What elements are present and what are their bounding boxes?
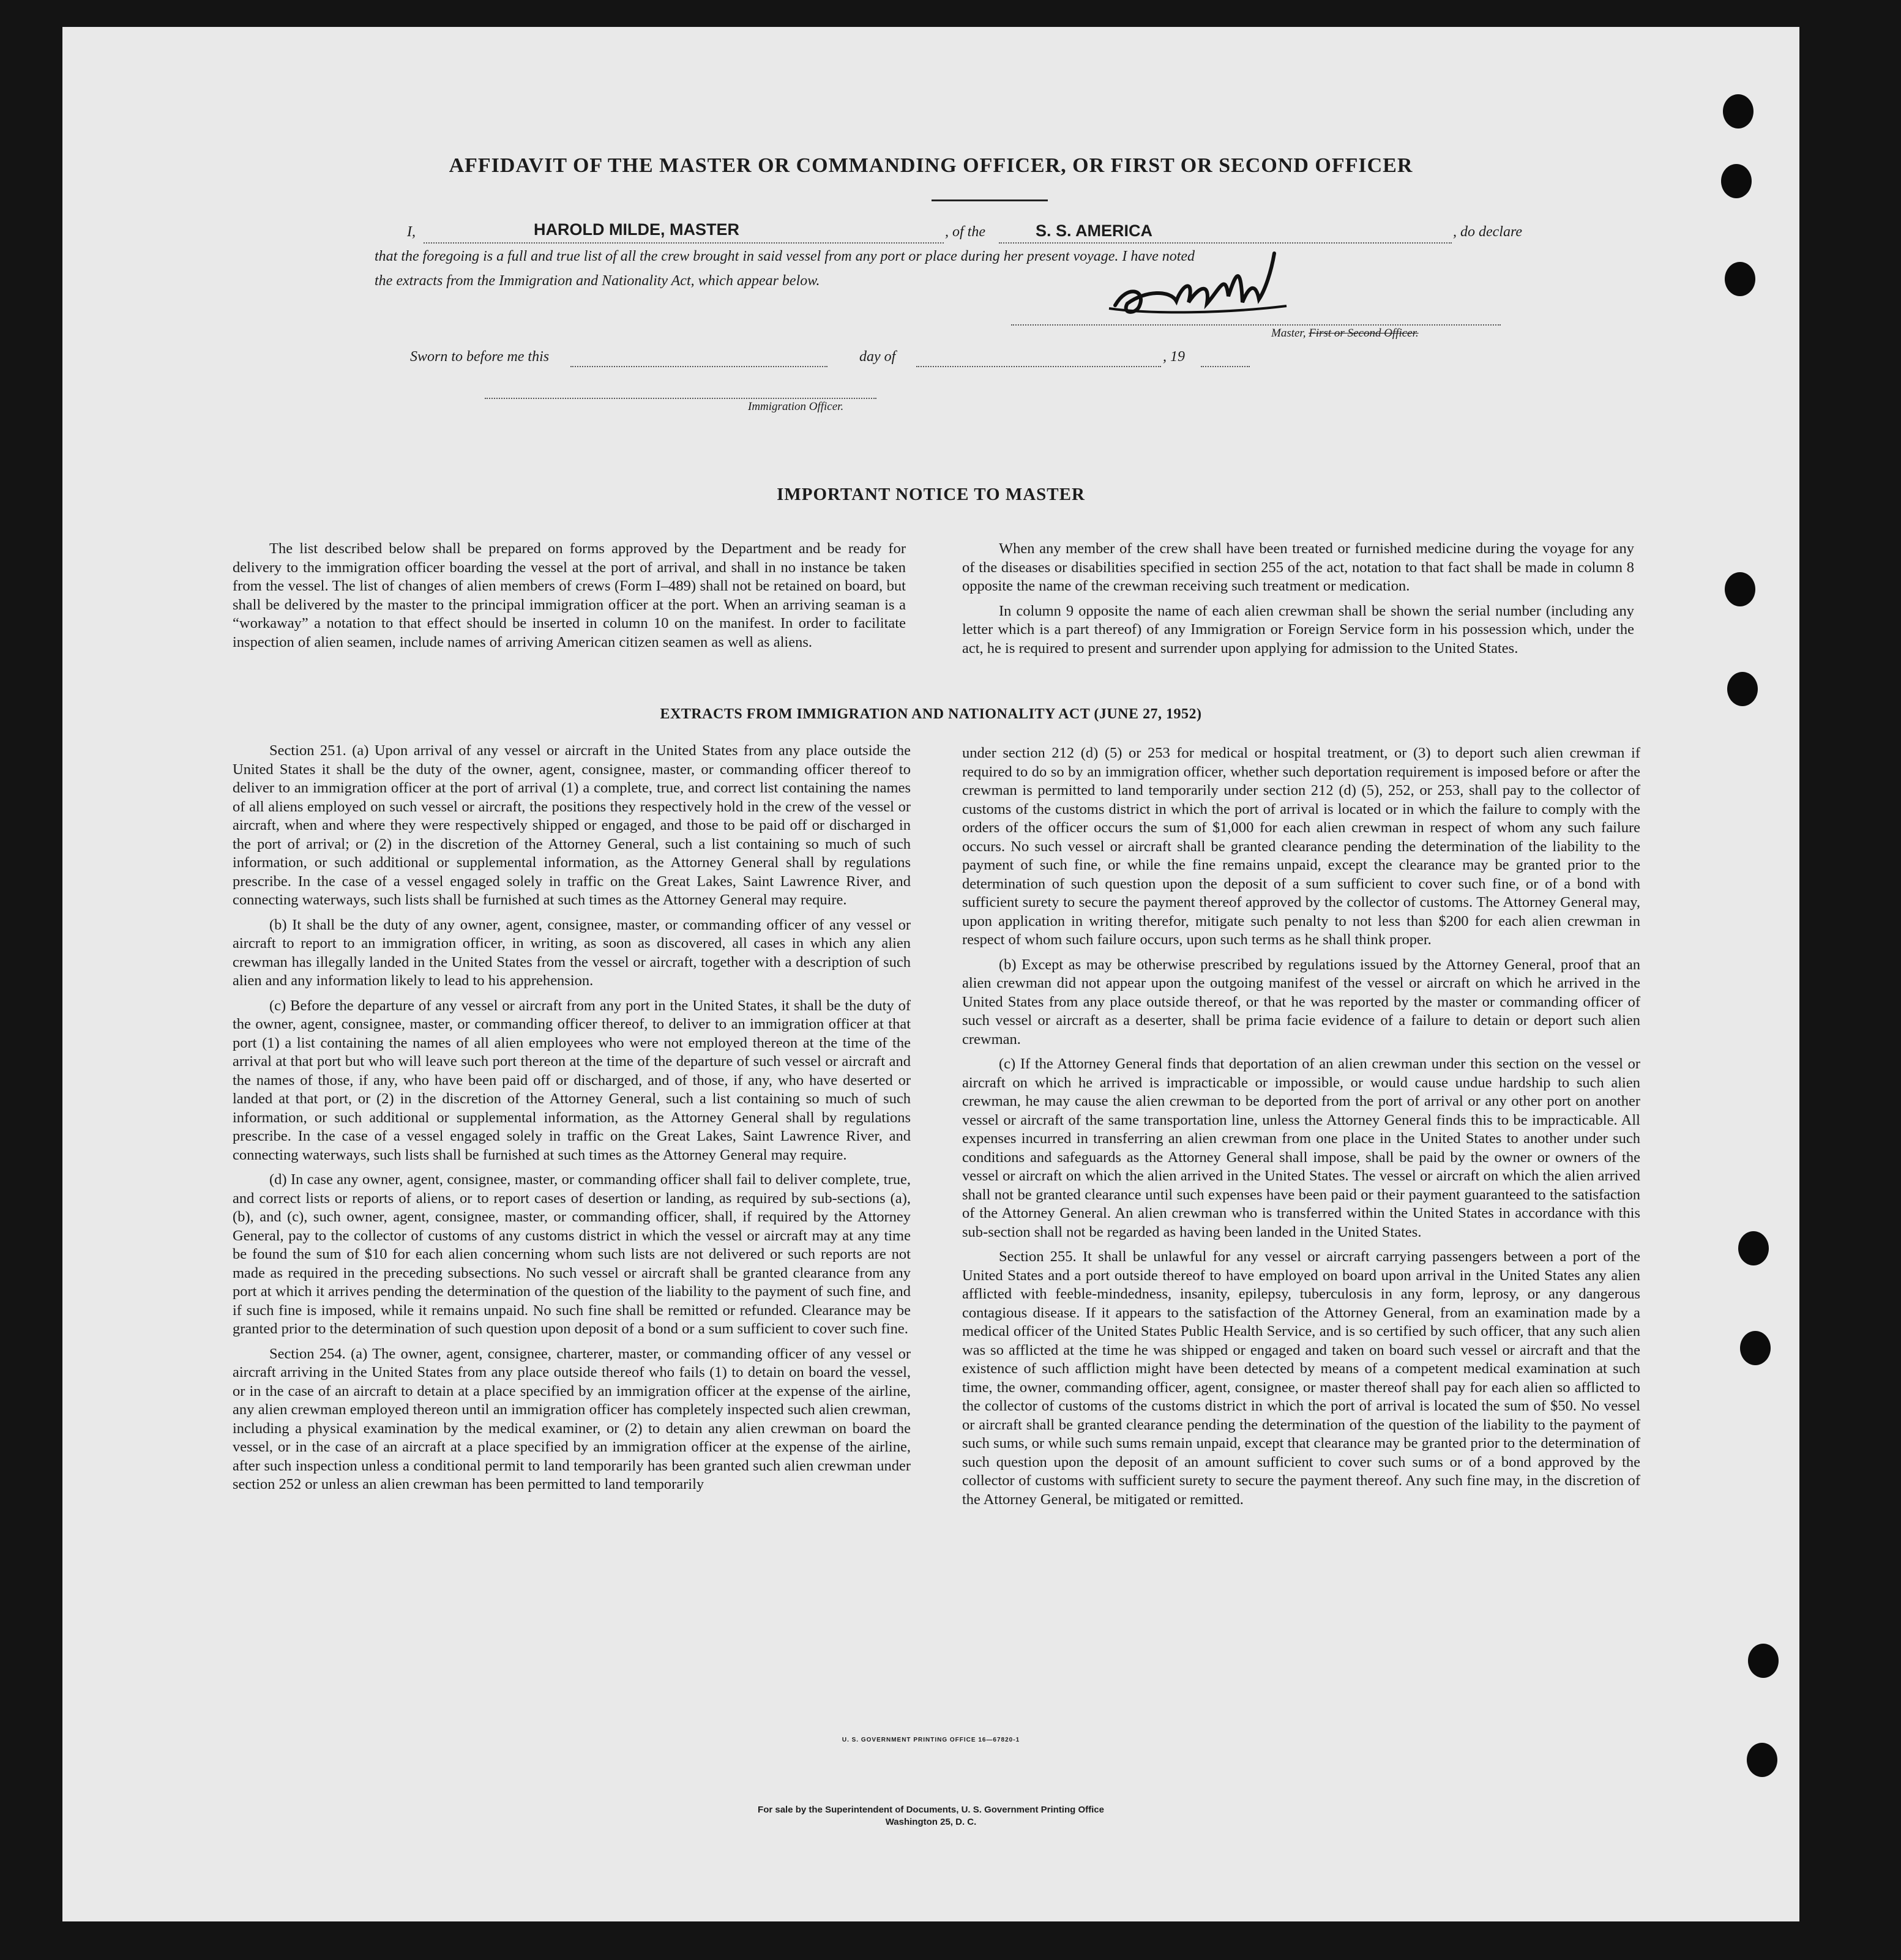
sworn-day-of: day of bbox=[859, 349, 896, 365]
sale-notice-line-2: Washington 25, D. C. bbox=[885, 1817, 977, 1827]
notice-right-paragraph-2: In column 9 opposite the name of each alien crewman shall be shown the serial number (including any letter which is a part thereof) of any Immigration or Foreign Service form in his possession which, under the act, he is required to present and surrender upon applying for admission to the United States. bbox=[962, 602, 1634, 657]
section-254b: (b) Except as may be otherwise prescribed by regulations issued by the Attorney General, proof that an alien crewman did not appear upon the outgoing manifest of the vessel or aircraft on which he arrived in the United States from any place outside thereof, or that he was reported by the master or commanding officer of such vessel or aircraft as a deserter, shall be prima facie evidence of a failure to detain or deport such alien crewman. bbox=[962, 956, 1640, 1048]
sworn-day-line bbox=[570, 366, 827, 367]
section-251c: (c) Before the departure of any vessel or aircraft from any port in the United States, it shall be the duty of the owner, agent, consignee, master, or commanding officer thereof, to deliver to an immigration officer at that port (1) a list containing the names of all alien employees who were not employed thereon at the time of the arrival at that port but who will leave such port thereon at the time of the departure of such vessel or aircraft and the names of those, if any, who have been paid off or discharged, and of those, if any, who have deserted or landed at that port, or (2) in the discretion of the Attorney General, such a list containing so much of such information, or such additional or supplemental information, as the Attorney General shall by regulations prescribe. In the case of a vessel engaged solely in traffic on the Great Lakes, Saint Lawrence River, and connecting waterways, such lists shall be furnished at such times as the Attorney General may require. bbox=[233, 997, 911, 1163]
notice-title: IMPORTANT NOTICE TO MASTER bbox=[777, 485, 1085, 504]
extracts-left-column bbox=[233, 742, 911, 1494]
master-name-field: HAROLD MILDE, MASTER bbox=[534, 220, 739, 239]
signature-line bbox=[1011, 324, 1501, 326]
punch-hole bbox=[1727, 672, 1758, 706]
of-the-text: , of the bbox=[945, 224, 985, 240]
punch-hole bbox=[1740, 1331, 1771, 1365]
immigration-officer-line bbox=[485, 398, 876, 399]
sale-notice-line-1: For sale by the Superintendent of Documents, U. S. Government Printing Office bbox=[758, 1805, 1104, 1815]
section-254a: Section 254. (a) The owner, agent, consignee, charterer, master, or commanding officer of any vessel or aircraft arriving in the United States from any place outside thereof who fails (1) to detain on board the vessel, or in the case of an aircraft to detain at a place specified by an immigration officer at the expense of the airline, any alien crewman employed thereon until an immigration officer has completely inspected such alien crewman, including a physical examination by the medical examiner, or (2) to detain any alien crewman on board the vessel, or in the case of an aircraft at a place specified by an immigration officer at the expense of the airline, after such inspection unless a conditional permit to land temporarily has been granted such alien crewman under section 252 or unless an alien crewman has been permitted to land temporarily bbox=[233, 1345, 911, 1492]
punch-hole bbox=[1725, 572, 1755, 606]
sworn-year: , 19 bbox=[1163, 349, 1185, 365]
section-255: Section 255. It shall be unlawful for any vessel or aircraft carrying passengers between a port of the United States and a port outside thereof to have employed on board upon arrival in the United States any alien afflicted with feeble-mindedness, insanity, epilepsy, tuberculosis in any form, leprosy, or any dangerous contagious disease. If it appears to the satisfaction of the Attorney General, from an examination made by a medical officer of the United States Public Health Service, and is so certified by such officer, that any such alien was so afflicted at the time he was shipped or engaged and taken on board such vessel or aircraft and that the existence of such affliction might have been detected by means of a competent medical examination at such time, the owner, commanding officer, agent, consignee, or master thereof shall pay for each alien so afflicted to the collector of customs of the customs district in which the port of arrival is located the sum of $50. No vessel or aircraft shall be granted clearance pending the determination of the question of the liability to the payment of such sums, or while such sums remain unpaid, except that clearance may be granted prior to the determination of such question upon the deposit of an amount sufficient to cover such sums or of a bond approved by the collector of customs with sufficient surety to secure the payment thereof. Any such fine may, in the discretion of the Attorney General, be mitigated or remitted. bbox=[962, 1248, 1640, 1508]
signature-caption bbox=[1271, 327, 1419, 340]
punch-hole bbox=[1725, 262, 1755, 296]
affidavit-statement-2: the extracts from the Immigration and Nationality Act, which appear below. bbox=[375, 273, 820, 289]
section-251d: (d) In case any owner, agent, consignee, master, or commanding officer shall fail to deliver complete, true, and correct lists or reports of aliens, or to report cases of desertion or landing, as required by sub-sections (a), (b), and (c), such owner, agent, consignee, master, or commanding officer, shall, if required by the Attorney General, pay to the collector of customs of any customs district in which the vessel or aircraft may at any time be found the sum of $10 for each alien concerning whom such lists are not delivered or such reports are not made as required in the preceding subsections. No such vessel or aircraft shall be granted clearance from any port at which it arrives pending the determination of the question of the liability to the payment of such fine, and if such fine is imposed, while it remains unpaid. No such fine shall be remitted or refunded. Clearance may be granted prior to the determination of such question upon deposit of a bond or a sum sufficient to cover such fine. bbox=[233, 1171, 911, 1337]
do-declare-text: , do declare bbox=[1453, 224, 1523, 240]
punch-hole bbox=[1723, 94, 1753, 129]
punch-hole bbox=[1738, 1231, 1769, 1265]
extracts-right-column bbox=[962, 744, 1640, 1509]
immigration-officer-caption: Immigration Officer. bbox=[748, 400, 844, 413]
section-254c: (c) If the Attorney General finds that deportation of an alien crewman under this section on the vessel or aircraft on which he arrived is impracticable or impossible, or would cause undue hardship to such alien crewman, he may cause the alien crewman to be deported from the port of arrival or any other port on another vessel or aircraft of the same transportation line, unless the Attorney General finds this to be impracticable. All expenses incurred in transferring an alien crewman from one place in the United States to another under such conditions and safeguards as the Attorney General shall impose, shall be paid by the owner or owners of the vessel or aircraft on which the alien arrived in the United States. The vessel or aircraft on which the alien arrived shall not be granted clearance until such expenses have been paid or their payment guaranteed to the satisfaction of the Attorney General. An alien crewman who is transferred within the United States in accordance with this sub-section shall not be regarded as having been landed in the United States. bbox=[962, 1056, 1640, 1240]
punch-hole bbox=[1748, 1644, 1779, 1678]
notice-right-column bbox=[962, 540, 1634, 658]
name-fill-line bbox=[424, 242, 944, 244]
caption-master: Master, bbox=[1271, 327, 1306, 340]
notice-right-paragraph-1: When any member of the crew shall have been treated or furnished medicine during the voyage for any of the diseases or disabilities specified in section 255 of the act, notation to that fact shall be made in column 8 opposite the name of the crewman receiving such treatment or medication. bbox=[962, 540, 1634, 594]
title-rule bbox=[932, 199, 1048, 201]
sworn-month-line bbox=[916, 366, 1161, 367]
handwritten-signature bbox=[1103, 247, 1311, 333]
section-251b: (b) It shall be the duty of any owner, agent, consignee, master, or commanding officer of any vessel or aircraft to report to an immigration officer, in writing, as soon as discovered, all cases in which any alien crewman has illegally landed in the United States from the vessel or aircraft, together with a description of such alien and any information likely to lead to his apprehension. bbox=[233, 916, 911, 989]
punch-hole bbox=[1747, 1743, 1777, 1777]
vessel-name-field: S. S. AMERICA bbox=[1036, 222, 1153, 240]
affidavit-title: AFFIDAVIT OF THE MASTER OR COMMANDING OFFICER, OR FIRST OR SECOND OFFICER bbox=[449, 154, 1413, 177]
sworn-year-line bbox=[1201, 366, 1250, 367]
extracts-title: EXTRACTS FROM IMMIGRATION AND NATIONALITY ACT (JUNE 27, 1952) bbox=[660, 706, 1202, 722]
notice-left-paragraph: The list described below shall be prepared on forms approved by the Department and be ready for delivery to the immigration officer boarding the vessel at the port of arrival, and shall in no instance be taken from the vessel. The list of changes of alien members of crews (Form I–489) shall not be retained on board, but shall be delivered by the master to the principal immigration officer at the port. When an arriving seaman is a “workaway” a notation to that effect should be inserted in column 10 on the manifest. In order to facilitate inspection of alien seamen, include names of arriving American citizen seamen as well as aliens. bbox=[233, 540, 906, 650]
section-251a: Section 251. (a) Upon arrival of any vessel or aircraft in the United States from any place outside the United States it shall be the duty of the owner, agent, consignee, master, or commanding officer thereof to deliver to an immigration officer at the port of arrival (1) a complete, true, and correct list containing the names of all aliens employed on such vessel or aircraft, the positions they respectively hold in the crew of the vessel or aircraft, when and where they were respectively shipped or engaged, and those to be paid off or discharged in the port of arrival; or (2) in the discretion of the Attorney General, such a list containing so much of such information, or such additional or supplemental information, as the Attorney General shall by regulations prescribe. In the case of a vessel engaged solely in traffic on the Great Lakes, Saint Lawrence River, and connecting waterways, such lists shall be furnished at such times as the Attorney General may require. bbox=[233, 742, 911, 908]
affidavit-statement-1: that the foregoing is a full and true list of all the crew brought in said vessel from any port or place during her present voyage. I have noted bbox=[375, 248, 1195, 264]
printing-office-imprint: U. S. GOVERNMENT PRINTING OFFICE 16—67820-1 bbox=[842, 1737, 1020, 1743]
caption-struck-officer: First or Second Officer. bbox=[1309, 327, 1419, 340]
document-page bbox=[62, 27, 1799, 1921]
punch-hole bbox=[1721, 164, 1752, 198]
sworn-prefix: Sworn to before me this bbox=[410, 349, 550, 365]
affidavit-prefix: I, bbox=[407, 224, 416, 240]
vessel-fill-line bbox=[999, 242, 1452, 244]
notice-left-column bbox=[233, 540, 906, 652]
section-254a-continued: under section 212 (d) (5) or 253 for medical or hospital treatment, or (3) to deport such alien crewman if required to do so by an immigration officer, whether such deportation requirement is imposed before or after the crewman is permitted to land temporarily under section 212 (d) (5), 252, or 253, shall pay to the collector of customs of the customs district in which the port of arrival is located or in which the failure to comply with the orders of the officer occurs the sum of $1,000 for each alien crewman in respect of whom any such failure occurs. No such vessel or aircraft shall be granted clearance pending the determination of the liability to the payment of such fine, or while the fine remains unpaid, except the clearance may be granted prior to the determination of such question upon the deposit of a sum sufficient to cover such fine, or of a bond with sufficient surety to secure the payment thereof approved by the collector of customs. The Attorney General may, upon application in writing therefor, mitigate such penalty to not less than $200 for each alien crewman in respect of whom such failure occurs, upon such terms as he shall think proper. bbox=[962, 745, 1640, 948]
